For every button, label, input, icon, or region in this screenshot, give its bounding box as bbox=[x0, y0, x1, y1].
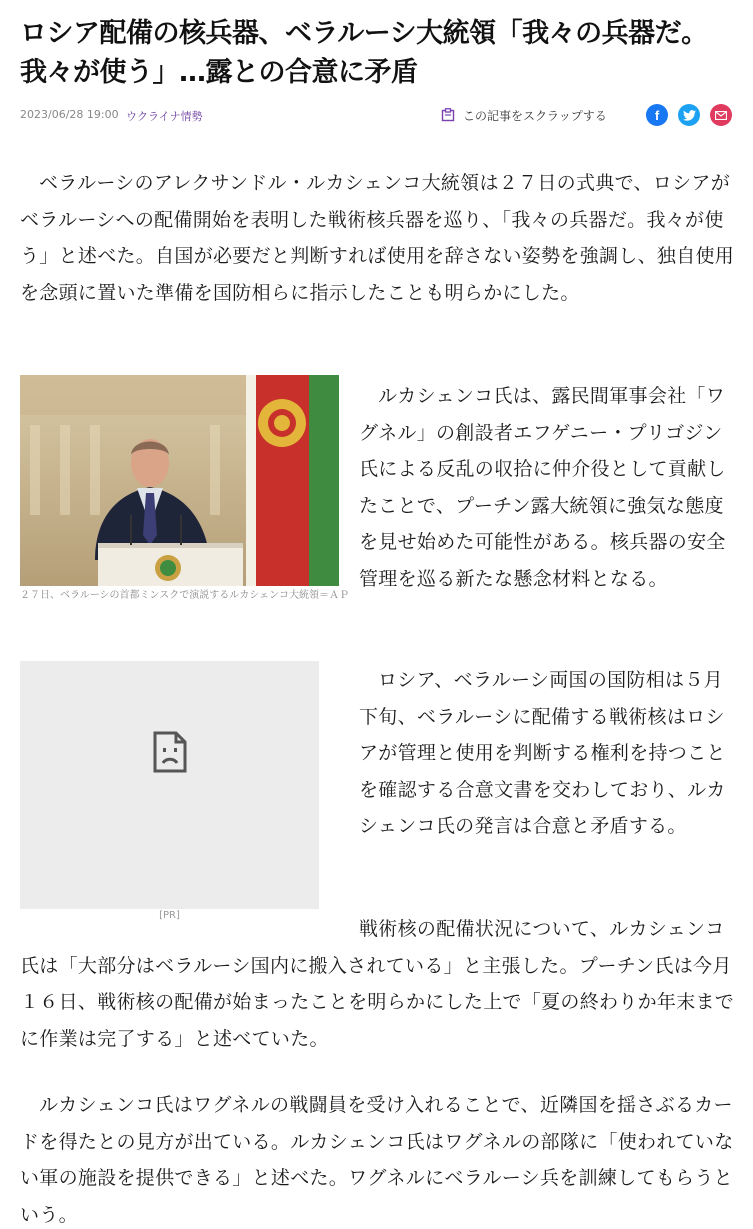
article-paragraph: ルカシェンコ氏はワグネルの戦闘員を受け入れることで、近隣国を揺さぶるカードを得たとの見方が出ている。ルカシェンコ氏はワグネルの部隊に「使われていない軍の施設を提供できる」と述べた。ワグネルにベラルーシ兵を訓練してもらうという。 bbox=[20, 1094, 734, 1226]
article-meta bbox=[20, 104, 735, 126]
publish-date: 2023/06/28 19:00 bbox=[20, 108, 119, 121]
headline-line-2: 我々が使う」…露との合意に矛盾 bbox=[20, 57, 418, 88]
category-link[interactable]: ウクライナ情勢 bbox=[126, 110, 203, 123]
article-paragraph: ロシア、ベラルーシ両国の国防相は５月下旬、ベラルーシに配備する戦術核はロシアが管理と使用を判断する権利を持つことを確認する合意文書を交わしており、ルカシェンコ氏の発言は合意と矛盾する。 bbox=[359, 669, 726, 837]
broken-page-icon bbox=[152, 730, 188, 774]
twitter-icon[interactable] bbox=[678, 104, 700, 126]
scrap-label: この記事をスクラップする bbox=[463, 108, 607, 123]
article-paragraph: 戦術核の配備状況について、ルカシェンコ氏は「大部分はベラルーシ国内に搬入されている」と主張した。プーチン氏は今月１６日、戦術核の配備が始まったことを明らかにした上で「夏の終わりか年末までに作業は完了する」と述べていた。 bbox=[20, 918, 735, 1050]
mail-icon[interactable] bbox=[710, 104, 732, 126]
article-photo[interactable] bbox=[20, 375, 339, 586]
photo-illustration bbox=[20, 375, 339, 586]
scrap-button[interactable] bbox=[441, 104, 607, 126]
article-headline bbox=[20, 14, 735, 92]
article-paragraph: ルカシェンコ氏は、露民間軍事会社「ワグネル」の創設者エフゲニー・プリゴジン氏による反乱の収拾に仲介役として貢献したことで、プーチン露大統領に強気な態度を見せ始めた可能性がある。核兵器の安全管理を巡る新たな懸念材料となる。 bbox=[359, 385, 726, 590]
headline-line-1: ロシア配備の核兵器、ベラルーシ大統領「我々の兵器だ。 bbox=[20, 18, 708, 49]
ad-label: [PR] bbox=[159, 910, 180, 921]
ad-placeholder[interactable] bbox=[20, 661, 319, 909]
facebook-icon[interactable]: f bbox=[646, 104, 668, 126]
scrap-icon bbox=[441, 108, 455, 122]
article-paragraph: ベラルーシのアレクサンドル・ルカシェンコ大統領は２７日の式典で、ロシアがベラルーシへの配備開始を表明した戦術核兵器を巡り、「我々の兵器だ。我々が使う」と述べた。自国が必要だと判断すれば使用を辞さない姿勢を強調し、独自使用を念頭に置いた準備を国防相らに指示したことも明らかにした。 bbox=[20, 172, 735, 304]
photo-caption: ２７日、ベラルーシの首都ミンスクで演説するルカシェンコ大統領＝ＡＰ bbox=[20, 590, 349, 601]
